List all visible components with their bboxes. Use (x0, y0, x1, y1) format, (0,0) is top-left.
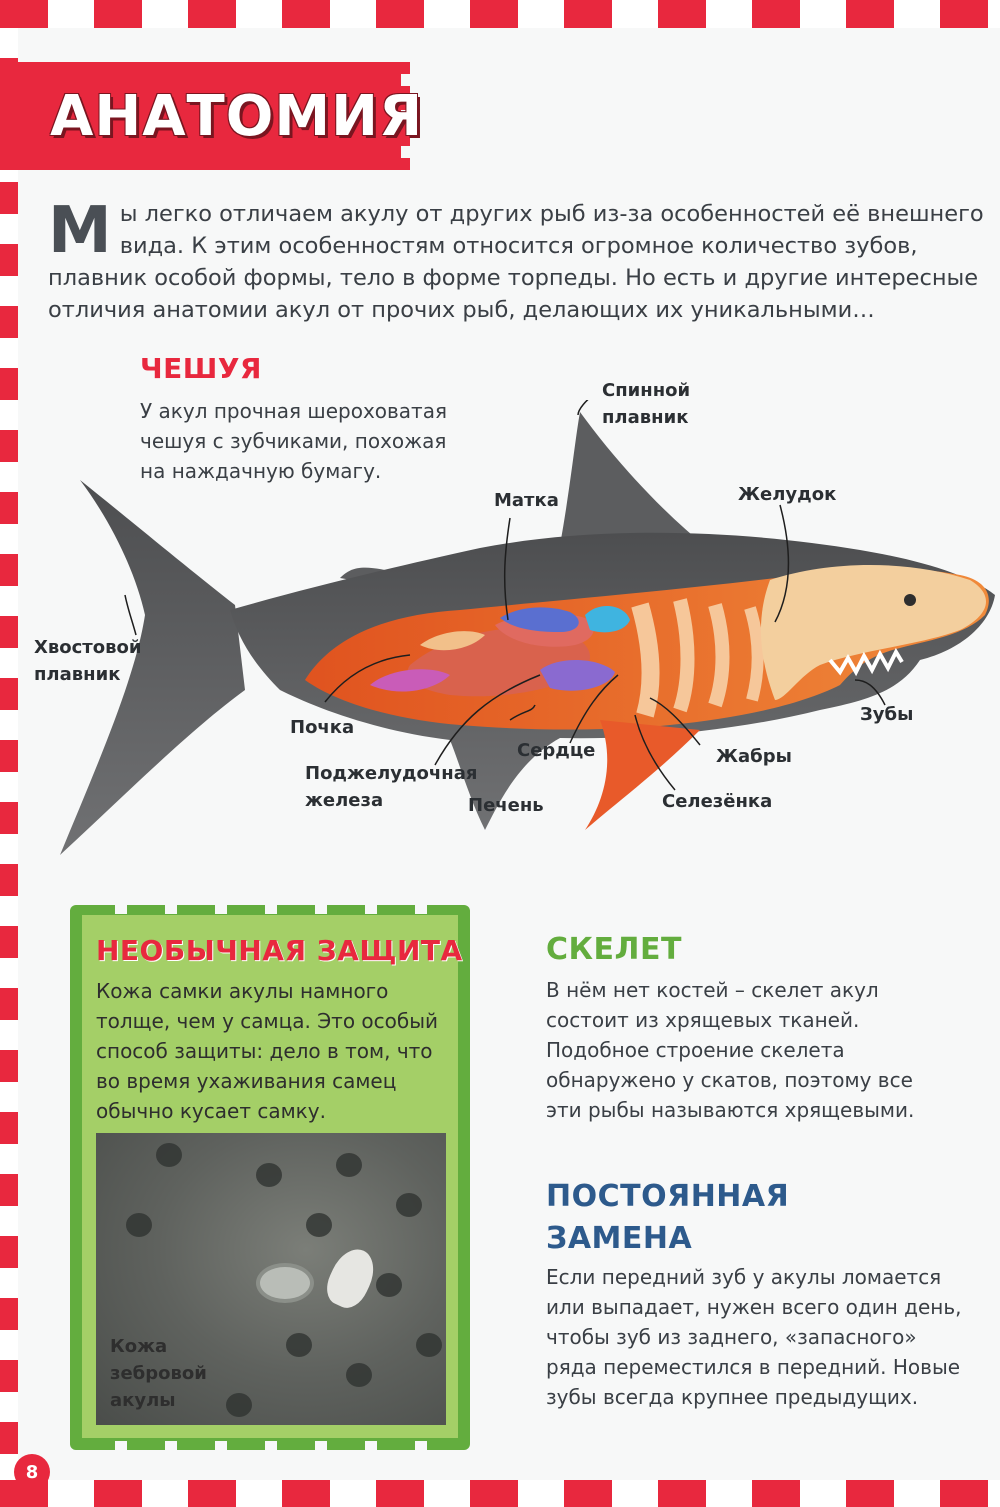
bottom-stripe-border (0, 1480, 1000, 1507)
label-pancreas: Поджелудочная железа (305, 763, 478, 811)
label-liver: Печень (468, 795, 544, 816)
drop-cap: М (48, 194, 112, 268)
label-gills: Жабры (716, 746, 792, 767)
label-tail-fin: Хвостовой плавник (34, 637, 142, 685)
replacement-heading: ПОСТОЯННАЯ ЗАМЕНА (546, 1179, 790, 1256)
label-kidney: Почка (290, 717, 355, 738)
replacement-text: Если передний зуб у акулы ломается или выпадает, нужен всего один день, чтобы зуб из заднего, «запасного» ряда переместился в передний. Новые зубы всегда крупнее предыдущих. (546, 1265, 962, 1409)
top-stripe-border (0, 0, 1000, 28)
label-uterus: Матка (494, 490, 559, 511)
protection-text: Кожа самки акулы намного толще, чем у самца. Это особый способ защиты: дело в том, что во время ухаживания самец обычно кусает самку. (96, 979, 439, 1123)
label-dorsal-fin: Спинной плавник (602, 380, 691, 428)
intro-paragraph (48, 194, 993, 326)
skeleton-heading: СКЕЛЕТ (546, 932, 682, 967)
skeleton-text: В нём нет костей – скелет акул состоит из хрящевых тканей. Подобное строение скелета обнаружено у скатов, поэтому все эти рыбы называются хрящевыми. (546, 978, 915, 1122)
protection-heading: НЕОБЫЧНАЯ ЗАЩИТА (96, 934, 463, 967)
label-stomach: Желудок (738, 484, 837, 505)
scales-text: У акул прочная шероховатая чешуя с зубчиками, похожая на наждачную бумагу. (140, 399, 447, 483)
scales-heading: ЧЕШУЯ (140, 352, 262, 385)
page-title: АНАТОМИЯ (50, 84, 424, 149)
left-stripe-border (0, 28, 18, 1480)
page-number: 8 (14, 1454, 50, 1490)
label-teeth: Зубы (860, 704, 914, 725)
eye (256, 1263, 314, 1303)
photo-caption: Кожа зебровой акулы (110, 1336, 207, 1411)
intro-text: ы легко отличаем акулу от других рыб из-за особенностей её внешнего вида. К этим особенностям относится огромное количество зубов, плавник особой формы, тело в форме торпеды. Но есть и другие интересные отличия анатомии акул от прочих рыб, делающих их уникальными… (48, 201, 984, 323)
label-spleen: Селезёнка (662, 791, 773, 812)
dorsal-fin (560, 412, 710, 550)
spiracle (320, 1242, 382, 1313)
label-heart: Сердце (517, 740, 596, 761)
